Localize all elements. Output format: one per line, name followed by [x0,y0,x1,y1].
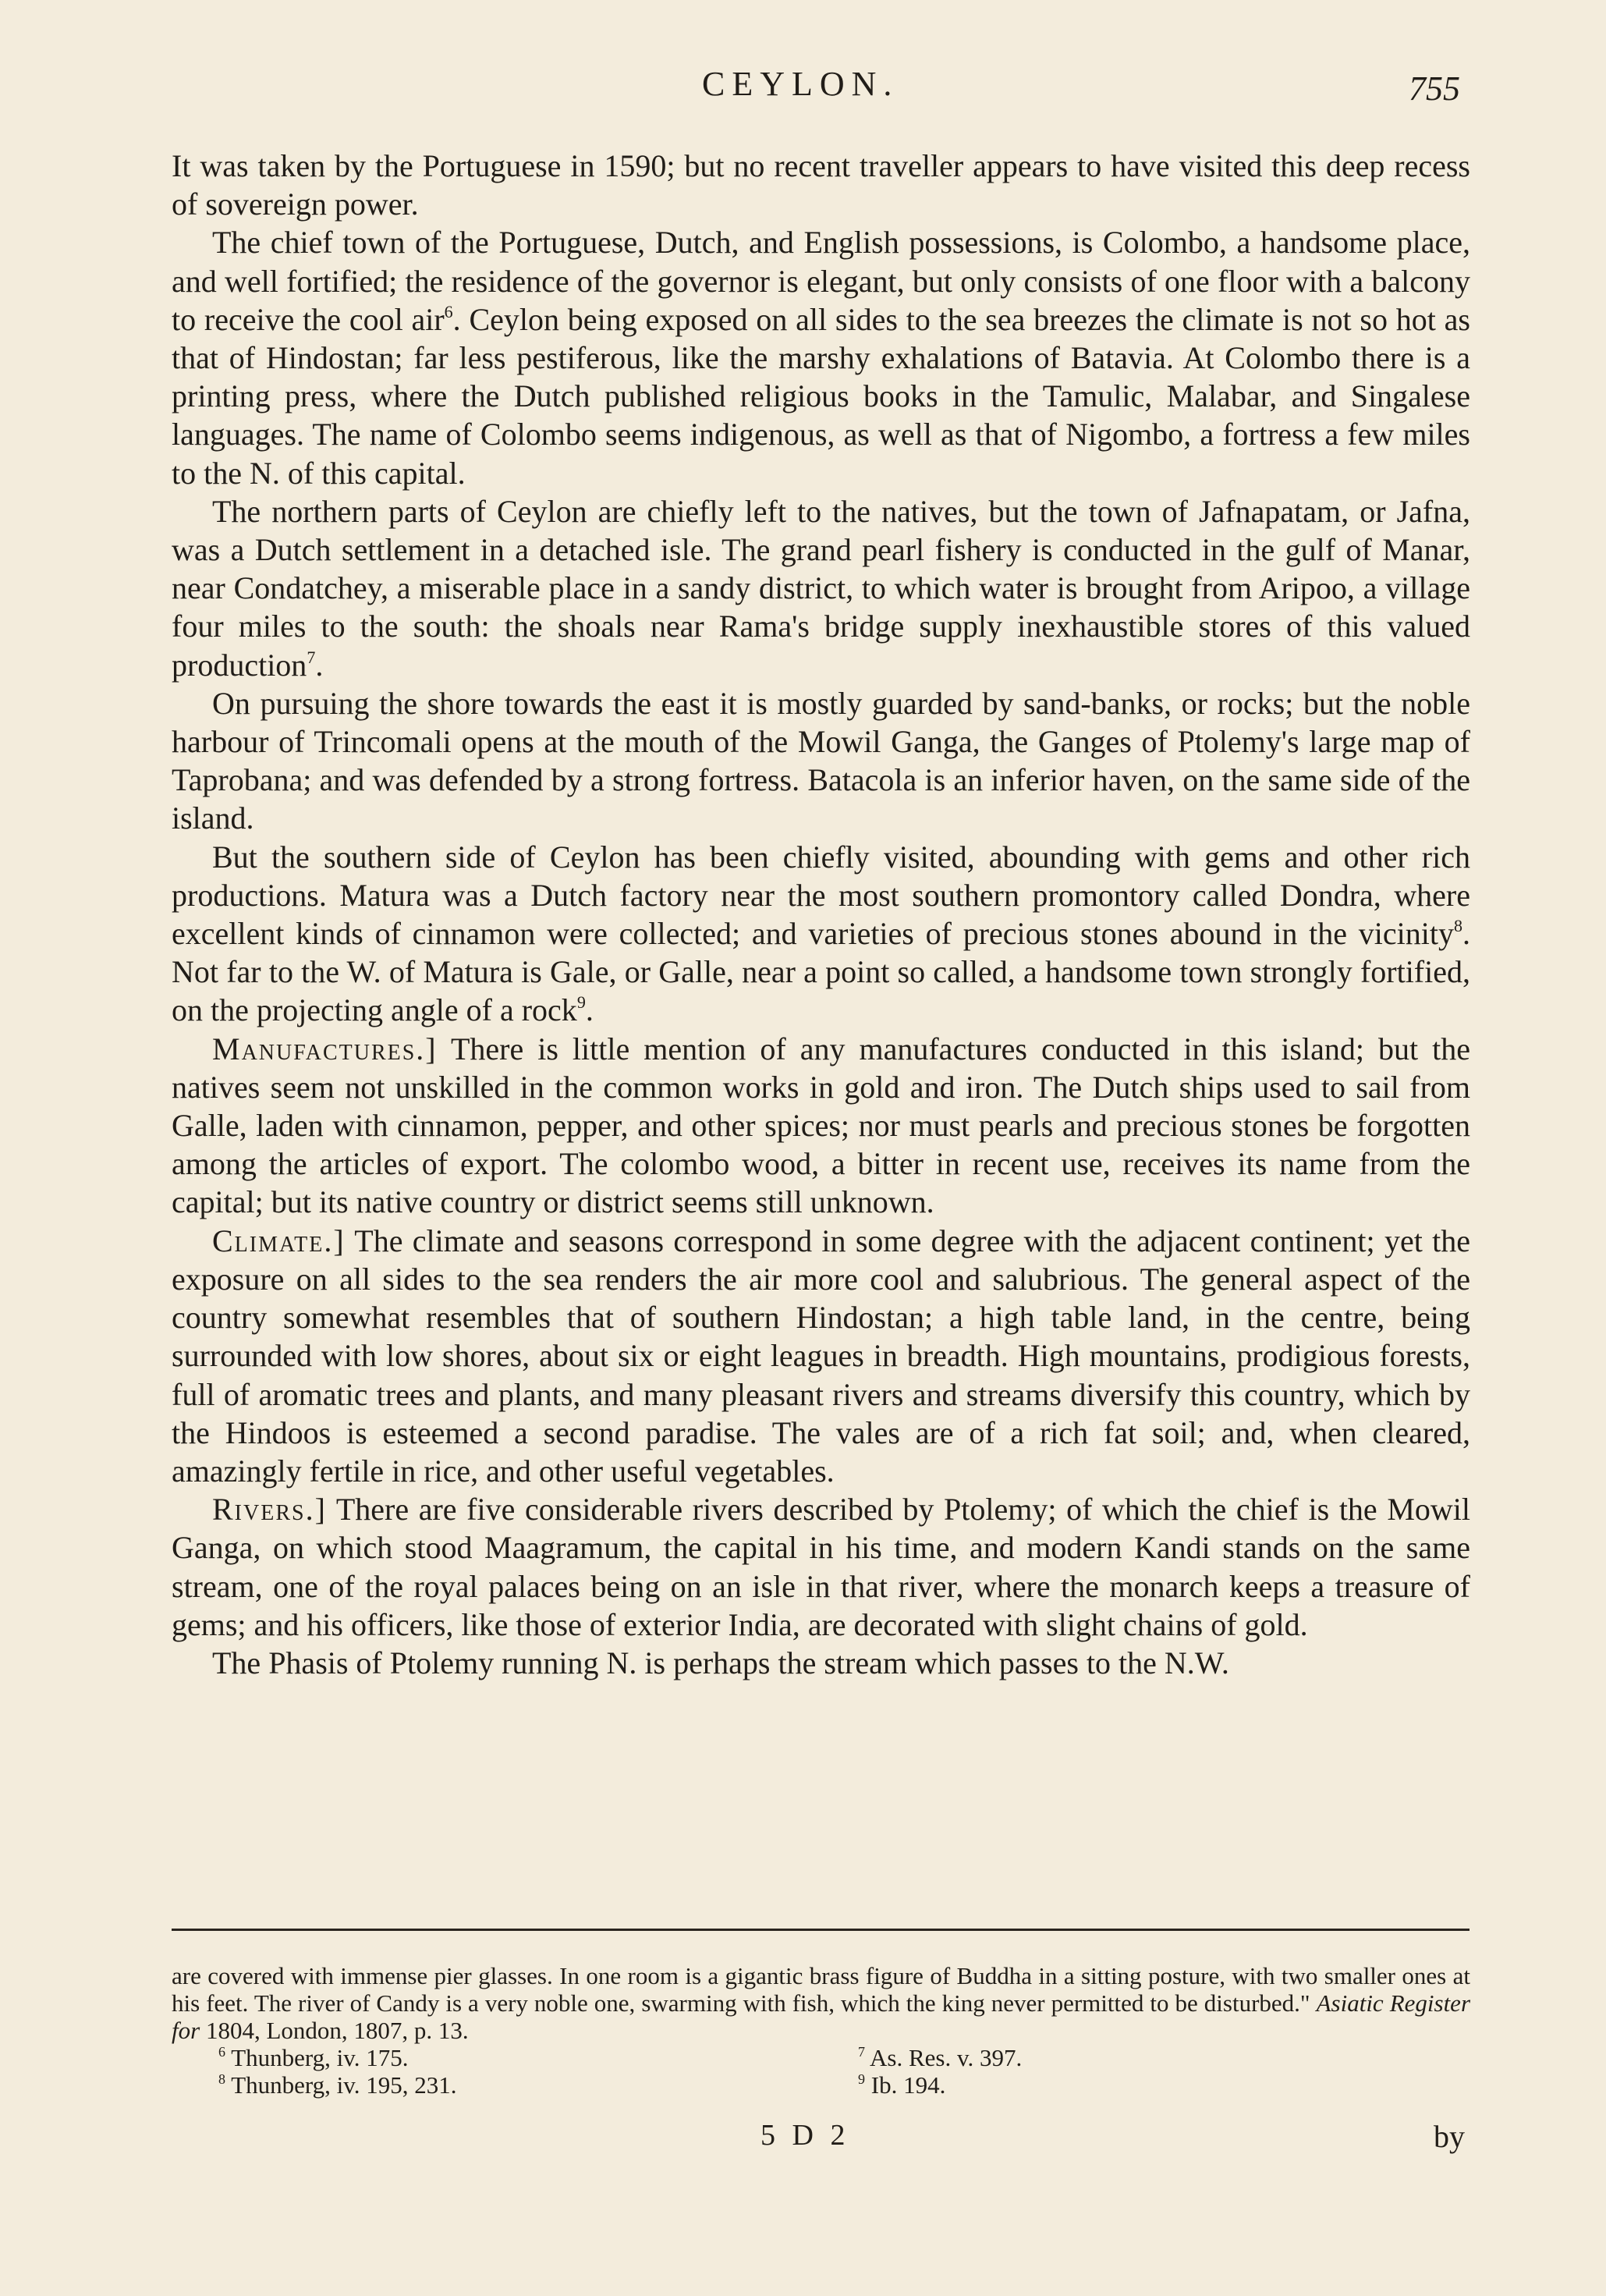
paragraph: It was taken by the Portuguese in 1590; but no recent traveller appears to have visited this deep recess of sovereign power. [172,148,1470,222]
footnote-ref: 9 [576,992,586,1013]
footnote-ref: 7 [307,647,316,667]
section-manufactures: Manufactures.] There is little mention of any manufactures conducted in this island; but the natives seem not unskilled in the common works in gold and iron. The Dutch ships used to sail from Galle, laden with cinnamon, pepper, and other spices; nor must pearls and precious stones be forgotten among the articles of export. The colombo wood, a bitter in recent use, receives its name from the capital; but its native country or district seems still unknown. [172,1031,1470,1220]
footnote-ref: 8 [1454,916,1462,936]
citation-title: Asiatic Register for [172,1989,1471,2044]
footnote: $^9$ Ib. 194. [858,2071,946,2099]
main-text [172,147,1470,1682]
footnote: $^7$ As. Res. v. 397. [858,2044,1023,2071]
signature-mark: 5 D 2 [760,2119,850,2152]
catchword: by [1434,2119,1465,2154]
running-head: CEYLON. [702,65,899,103]
footnote-divider [172,1929,1470,1931]
section-heading: Manufactures.] [212,1031,438,1066]
footnote-row [172,2044,1470,2071]
section-climate: Climate.] The climate and seasons correspond in some degree with the adjacent continent; yet the exposure on all sides to the sea renders the air more cool and salubrious. The general aspect of the country somewhat resembles that of southern Hindostan; a high table land, in the centre, being surrounded with low shores, about six or eight leagues in breadth. High mountains, prodigious forests, full of aromatic trees and plants, and many pleasant rivers and streams diversify this country, which by the Hindoos is esteemed a second paradise. The vales are of a rich fat soil; and, when cleared, amazingly fertile in rice, and other useful vegetables. [172,1223,1471,1489]
page-number: 755 [1409,69,1460,108]
footnotes [172,1962,1470,2099]
footnote-row [172,2071,1470,2099]
section-rivers: Rivers.] There are five considerable rivers described by Ptolemy; of which the chief is the Mowil Ganga, on which stood Maagramum, the capital in his time, and modern Kandi stands on the same stream, one of the royal palaces being on an isle in that river, where the monarch keeps a treasure of gems; and his officers, like those of exterior India, are decorated with slight chains of gold. [172,1492,1470,1642]
paragraph: The northern parts of Ceylon are chiefly left to the natives, but the town of Jafnapatam, or Jafna, was a Dutch settlement in a detached isle. The grand pearl fishery is conducted in the gulf of Manar, near Condatchey, a miserable place in a sandy district, to which water is brought from Aripoo, a village four miles to the south: the shoals near Rama's bridge supply inexhaustible stores of this valued production$^7$. [172,493,1470,683]
section-heading: Climate.] [212,1223,346,1258]
paragraph: The chief town of the Portuguese, Dutch, and English possessions, is Colombo, a handsome place, and well fortified; the residence of the governor is elegant, but only consists of one floor with a balcony to receive the cool air$^6$. Ceylon being exposed on all sides to the sea breezes the climate is not so hot as that of Hindostan; far less pestiferous, like the marshy exhalations of Batavia. At Colombo there is a printing press, where the Dutch published religious books in the Tamulic, Malabar, and Singalese languages. The name of Colombo seems indigenous, as well as that of Nigombo, a fortress a few miles to the N. of this capital. [172,225,1470,491]
paragraph: But the southern side of Ceylon has been chiefly visited, abounding with gems and other rich productions. Matura was a Dutch factory near the most southern promontory called Dondra, where excellent kinds of cinnamon were collected; and varieties of precious stones abound in the vicinity$^8$. Not far to the W. of Matura is Gale, or Galle, near a point so called, a handsome town strongly fortified, on the projecting angle of a rock$^9$. [172,839,1470,1028]
footnote: $^6$ Thunberg, iv. 175. [218,2044,409,2071]
footnote-continuation: are covered with immense pier glasses. In one room is a gigantic brass figure of Buddha in a sitting posture, with two smaller ones at his feet. The river of Candy is a very noble one, swarming with fish, which the king never permitted to be disturbed." Asiatic Register for 1804, London, 1807, p. 13. [172,1962,1471,2044]
footnote: $^8$ Thunberg, iv. 195, 231. [218,2071,457,2099]
section-heading: Rivers.] [212,1492,327,1528]
footnote-ref: 6 [444,301,453,321]
paragraph: On pursuing the shore towards the east it is mostly guarded by sand-banks, or rocks; but the noble harbour of Trincomali opens at the mouth of the Mowil Ganga, the Ganges of Ptolemy's large map of Taprobana; and was defended by a strong fortress. Batacola is an inferior haven, on the same side of the island. [172,685,1470,836]
paragraph: The Phasis of Ptolemy running N. is perhaps the stream which passes to the N.W. [212,1645,1229,1680]
